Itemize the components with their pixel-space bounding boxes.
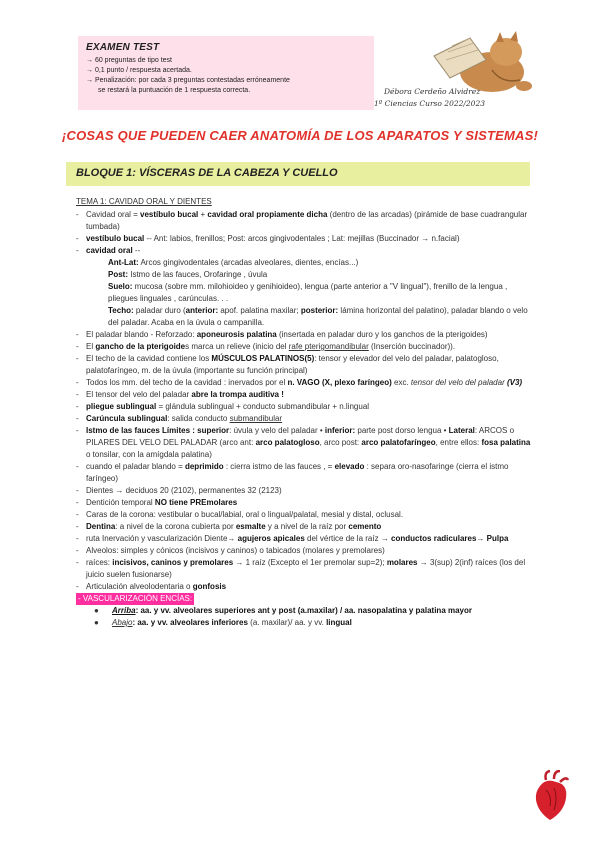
list-item: - pliegue sublingual = glándula sublingual + conducto submandibular + n.lingual — [76, 402, 370, 411]
notes-body — [76, 196, 532, 629]
list-item: - Dentición temporal NO tiene PREmolares — [76, 498, 238, 507]
list-item: - cuando el paladar blando = deprimido : cierra istmo de las fauces , = elevado : separa oro-nasofaringe (cierra el istmo faríngeo) — [76, 462, 509, 483]
page-title: ¡COSAS QUE PUEDEN CAER ANATOMÍA DE LOS APARATOS Y SISTEMAS! — [62, 128, 538, 143]
list-item: - Carúncula sublingual: salida conducto submandibular — [76, 414, 283, 423]
exam-line: → 60 preguntas de tipo test — [86, 57, 172, 64]
author-signature — [374, 86, 524, 110]
list-item: - vestíbulo bucal -- Ant: labios, frenillos; Post: arcos gingivodentales ; Lat: mejillas (Buccinador → n.facial) — [76, 234, 460, 243]
list-item: - Istmo de las fauces Límites : superior: úvula y velo del paladar • inferior: parte post dorso lengua • Lateral: ARCOS o PILARES DEL VELO DEL PALADAR (arco ant: arco palatogloso, arco post: arco palatofaríngeo, entre ellos: fosa palatina o tonsilar, con la amígdala palatina) — [76, 426, 531, 459]
vascularization-heading: - VASCULARIZACIÓN ENCÍAS: — [78, 594, 193, 603]
author-name: Débora Cerdeño Alvidrez — [384, 87, 481, 96]
sub-item: Post: Istmo de las fauces, Orofaringe , úvula — [108, 270, 268, 279]
block-heading: BLOQUE 1: VÍSCERAS DE LA CABEZA Y CUELLO — [66, 162, 530, 186]
list-item: - El gancho de la pterigoides marca un relieve (inicio del rafe pterigomandibular (Inserción buccinador)). — [76, 342, 456, 351]
list-item: - El tensor del velo del paladar abre la trompa auditiva ! — [76, 390, 284, 399]
anatomical-heart-illustration — [532, 770, 572, 822]
list-item: - Todos los mm. del techo de la cavidad : inervados por el n. VAGO (X, plexo faríngeo) exc. tensor del velo del paladar (V3) — [76, 378, 523, 387]
list-item: - Alveolos: simples y cónicos (incisivos y caninos) o tabicados (molares y premolares) — [76, 546, 385, 555]
exam-line: → 0,1 punto / respuesta acertada. — [86, 67, 192, 74]
bullet-item: ● Arriba: aa. y vv. alveolares superiores ant y post (a.maxilar) / aa. nasopalatina y palatina mayor — [94, 606, 473, 615]
sub-item: Ant-Lat: Arcos gingivodentales (arcadas alveolares, dientes, encías...) — [108, 258, 359, 267]
list-item: - raíces: incisivos, caninos y premolares → 1 raíz (Excepto el 1er premolar sup=2); molares → 3(sup) 2(inf) raíces (los del juicio suelen fusionarse) — [76, 558, 526, 579]
list-item: - Caras de la corona: vestibular o bucal/labial, oral o lingual/palatal, mesial y distal, oclusal. — [76, 510, 404, 519]
exam-line: → Penalización: por cada 3 preguntas contestadas erróneamente — [86, 77, 290, 84]
sub-item: Techo: paladar duro (anterior: apof. palatina maxilar; posterior: lámina horizontal del palatino), paladar blando o velo del paladar. Acaba en la úvula o campanilla. — [108, 306, 528, 327]
list-item: - Cavidad oral = vestíbulo bucal + cavidad oral propiamente dicha (dentro de las arcadas) (pirámide de base cuadrangular tumbada) — [76, 210, 528, 231]
bullet-item: ● Abajo: aa. y vv. alveolares inferiores (a. maxilar)/ aa. y vv. lingual — [94, 618, 352, 627]
sub-item: Suelo: mucosa (sobre mm. milohioideo y genihioideo), lengua (parte anterior a "V lingual"), frenillo de la lengua , pliegues linguales , carúnculas. . . — [108, 282, 508, 303]
list-item: - Dientes → deciduos 20 (2102), permanentes 32 (2123) — [76, 486, 282, 495]
list-item: - Dentina: a nivel de la corona cubierta por esmalte y a nivel de la raíz por cemento — [76, 522, 382, 531]
list-item: - cavidad oral -- — [76, 246, 141, 255]
author-course: 1º Ciencias Curso 2022/2023 — [374, 99, 485, 108]
list-item: - El paladar blando - Reforzado: aponeurosis palatina (insertada en paladar duro y los ganchos de la pterigoides) — [76, 330, 488, 339]
list-item: - El techo de la cavidad contiene los MÚSCULOS PALATINOS(5): tensor y elevador del velo del paladar, palatogloso, palatofaríngeo, m. de la úvula (importante su función principal) — [76, 354, 499, 375]
list-item: - ruta Inervación y vascularización Diente→ agujeros apicales del vértice de la raíz → conductos radiculares→ Pulpa — [76, 534, 509, 543]
exam-info-box — [78, 36, 374, 110]
topic-heading: TEMA 1: CAVIDAD ORAL Y DIENTES — [76, 197, 212, 206]
list-item: - Articulación alveolodentaria o gonfosis — [76, 582, 227, 591]
exam-line: se restará la puntuación de 1 respuesta correcta. — [98, 87, 251, 94]
exam-title: EXAMEN TEST — [86, 42, 160, 53]
